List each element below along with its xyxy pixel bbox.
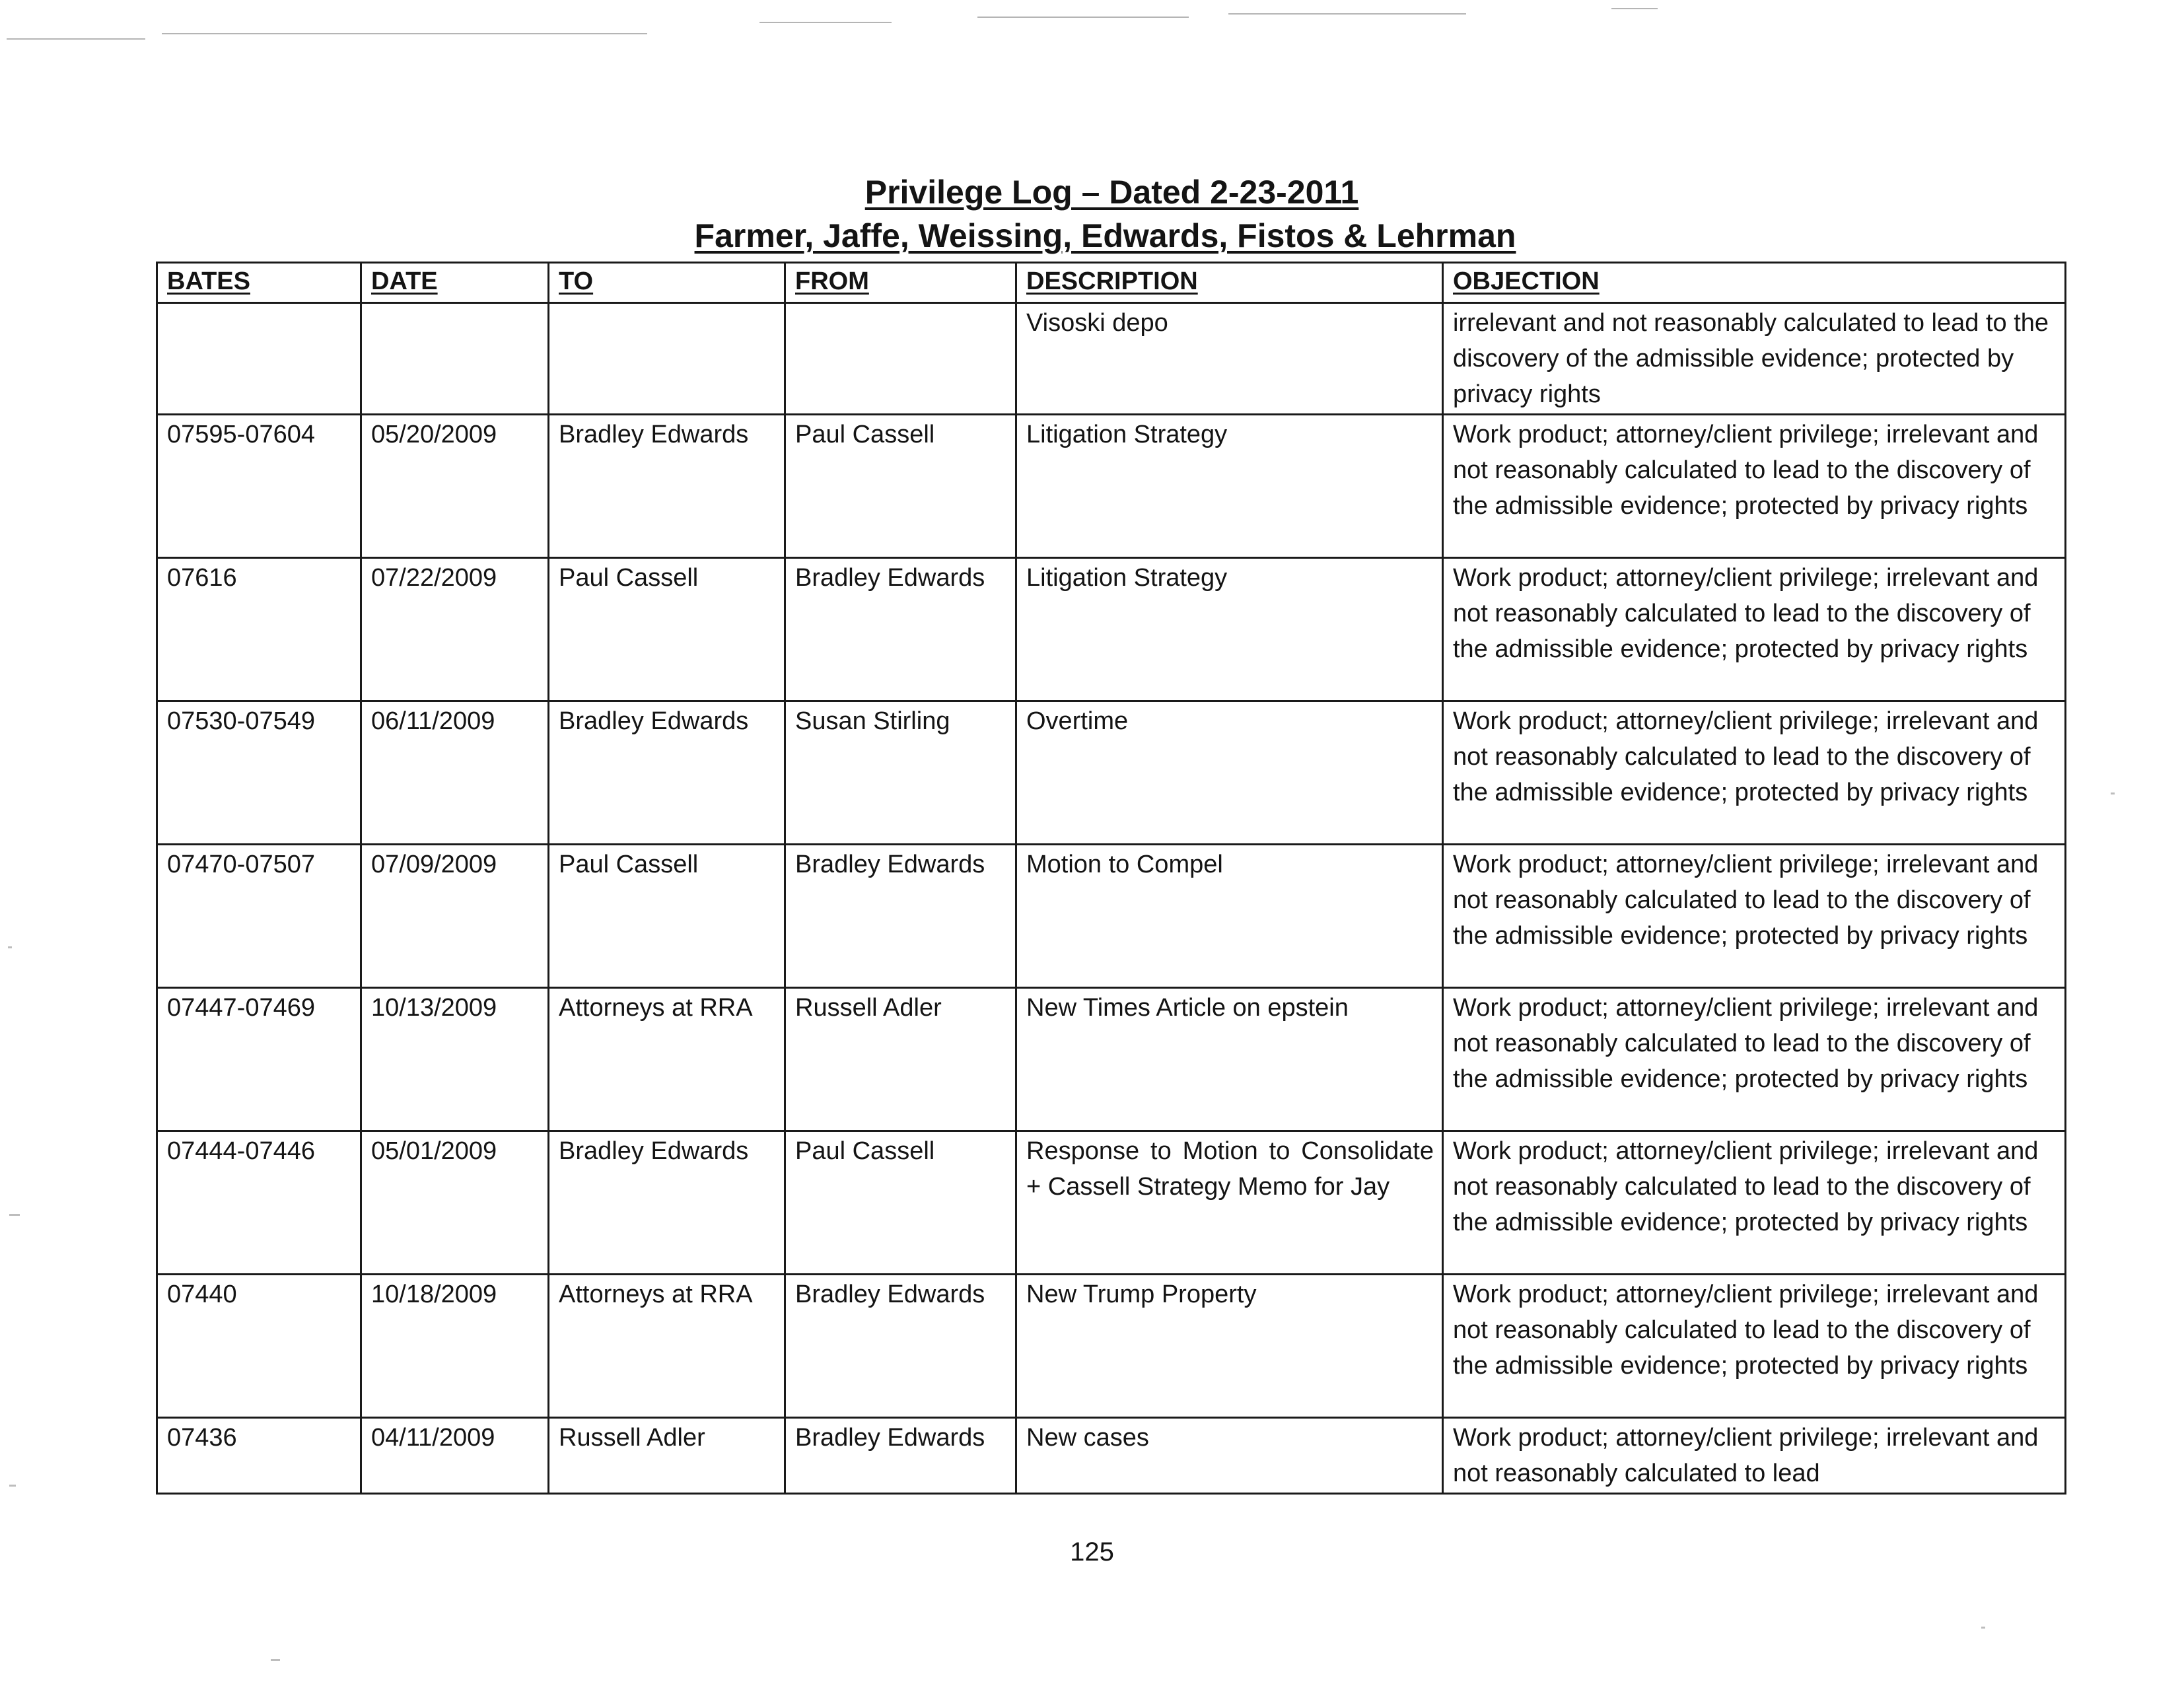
cell-objection: Work product; attorney/client privilege; irrelevant and not reasonably calculated to lead xyxy=(1443,1418,2066,1494)
cell-from: Bradley Edwards xyxy=(785,845,1016,988)
header-to: TO xyxy=(549,263,785,303)
cell-bates: 07595-07604 xyxy=(157,415,361,558)
cell-bates: 07530-07549 xyxy=(157,701,361,845)
cell-bates: 07436 xyxy=(157,1418,361,1494)
cell-objection: Work product; attorney/client privilege; irrelevant and not reasonably calculated to lead to the discovery of the admissible evidence; protected by privacy rights xyxy=(1443,558,2066,701)
cell-bates: 07444-07446 xyxy=(157,1131,361,1275)
header-from: FROM xyxy=(785,263,1016,303)
table-row xyxy=(157,558,2066,701)
cell-to: Bradley Edwards xyxy=(549,701,785,845)
table-row xyxy=(157,701,2066,845)
cell-objection: Work product; attorney/client privilege; irrelevant and not reasonably calculated to lead to the discovery of the admissible evidence; protected by privacy rights xyxy=(1443,1275,2066,1418)
scan-artifact xyxy=(7,38,145,40)
table-row xyxy=(157,845,2066,988)
cell-from: Bradley Edwards xyxy=(785,1275,1016,1418)
scan-artifact xyxy=(8,946,12,948)
cell-from: Paul Cassell xyxy=(785,1131,1016,1275)
cell-bates: 07440 xyxy=(157,1275,361,1418)
cell-description: New cases xyxy=(1016,1418,1443,1494)
cell-description: Litigation Strategy xyxy=(1016,558,1443,701)
table-row xyxy=(157,415,2066,558)
cell-date xyxy=(361,303,549,415)
cell-bates xyxy=(157,303,361,415)
document-title xyxy=(0,170,2184,258)
cell-date: 07/22/2009 xyxy=(361,558,549,701)
cell-description: Overtime xyxy=(1016,701,1443,845)
title-line-1: Privilege Log – Dated 2-23-2011 xyxy=(864,174,1359,211)
cell-to: Paul Cassell xyxy=(549,558,785,701)
header-bates: BATES xyxy=(157,263,361,303)
cell-bates: 07447-07469 xyxy=(157,988,361,1131)
cell-to xyxy=(549,303,785,415)
cell-date: 10/18/2009 xyxy=(361,1275,549,1418)
scan-artifact xyxy=(2111,792,2115,794)
cell-bates: 07616 xyxy=(157,558,361,701)
cell-from: Bradley Edwards xyxy=(785,558,1016,701)
cell-from: Russell Adler xyxy=(785,988,1016,1131)
cell-objection: Work product; attorney/client privilege; irrelevant and not reasonably calculated to lead to the discovery of the admissible evidence; protected by privacy rights xyxy=(1443,845,2066,988)
header-date: DATE xyxy=(361,263,549,303)
cell-to: Bradley Edwards xyxy=(549,1131,785,1275)
cell-from: Susan Stirling xyxy=(785,701,1016,845)
cell-to: Attorneys at RRA xyxy=(549,1275,785,1418)
cell-description: Response to Motion to Consolidate + Cassell Strategy Memo for Jay xyxy=(1016,1131,1443,1275)
cell-from: Bradley Edwards xyxy=(785,1418,1016,1494)
scan-artifact xyxy=(1981,1627,1985,1629)
table-row xyxy=(157,1275,2066,1418)
header-description: DESCRIPTION xyxy=(1016,263,1443,303)
title-line-2: Farmer, Jaffe, Weissing, Edwards, Fistos & Lehrman xyxy=(694,217,1516,254)
scan-artifact xyxy=(162,33,647,34)
cell-date: 06/11/2009 xyxy=(361,701,549,845)
cell-to: Paul Cassell xyxy=(549,845,785,988)
scan-artifact xyxy=(9,1214,20,1216)
scan-artifact xyxy=(1611,8,1658,9)
scan-artifact xyxy=(977,17,1189,18)
cell-date: 04/11/2009 xyxy=(361,1418,549,1494)
cell-description: New Trump Property xyxy=(1016,1275,1443,1418)
table-row xyxy=(157,303,2066,415)
scan-artifact xyxy=(1228,13,1466,15)
cell-description: Motion to Compel xyxy=(1016,845,1443,988)
cell-description: Litigation Strategy xyxy=(1016,415,1443,558)
scan-artifact xyxy=(271,1659,280,1661)
cell-objection: irrelevant and not reasonably calculated to lead to the discovery of the admissible evidence; protected by privacy rights xyxy=(1443,303,2066,415)
cell-description: New Times Article on epstein xyxy=(1016,988,1443,1131)
table-header-row xyxy=(157,263,2066,303)
cell-date: 10/13/2009 xyxy=(361,988,549,1131)
cell-objection: Work product; attorney/client privilege; irrelevant and not reasonably calculated to lead to the discovery of the admissible evidence; protected by privacy rights xyxy=(1443,415,2066,558)
cell-date: 05/20/2009 xyxy=(361,415,549,558)
cell-to: Bradley Edwards xyxy=(549,415,785,558)
header-objection: OBJECTION xyxy=(1443,263,2066,303)
cell-to: Russell Adler xyxy=(549,1418,785,1494)
cell-from xyxy=(785,303,1016,415)
table-row xyxy=(157,988,2066,1131)
table-row xyxy=(157,1418,2066,1494)
table-row xyxy=(157,1131,2066,1275)
cell-date: 05/01/2009 xyxy=(361,1131,549,1275)
cell-description: Visoski depo xyxy=(1016,303,1443,415)
page-number: 125 xyxy=(1070,1537,1114,1567)
cell-objection: Work product; attorney/client privilege; irrelevant and not reasonably calculated to lead to the discovery of the admissible evidence; protected by privacy rights xyxy=(1443,701,2066,845)
cell-objection: Work product; attorney/client privilege; irrelevant and not reasonably calculated to lead to the discovery of the admissible evidence; protected by privacy rights xyxy=(1443,1131,2066,1275)
cell-to: Attorneys at RRA xyxy=(549,988,785,1131)
cell-date: 07/09/2009 xyxy=(361,845,549,988)
cell-from: Paul Cassell xyxy=(785,415,1016,558)
scan-artifact xyxy=(759,22,892,23)
cell-objection: Work product; attorney/client privilege; irrelevant and not reasonably calculated to lead to the discovery of the admissible evidence; protected by privacy rights xyxy=(1443,988,2066,1131)
privilege-log-table xyxy=(156,262,2066,1495)
cell-bates: 07470-07507 xyxy=(157,845,361,988)
scan-artifact xyxy=(9,1485,16,1487)
